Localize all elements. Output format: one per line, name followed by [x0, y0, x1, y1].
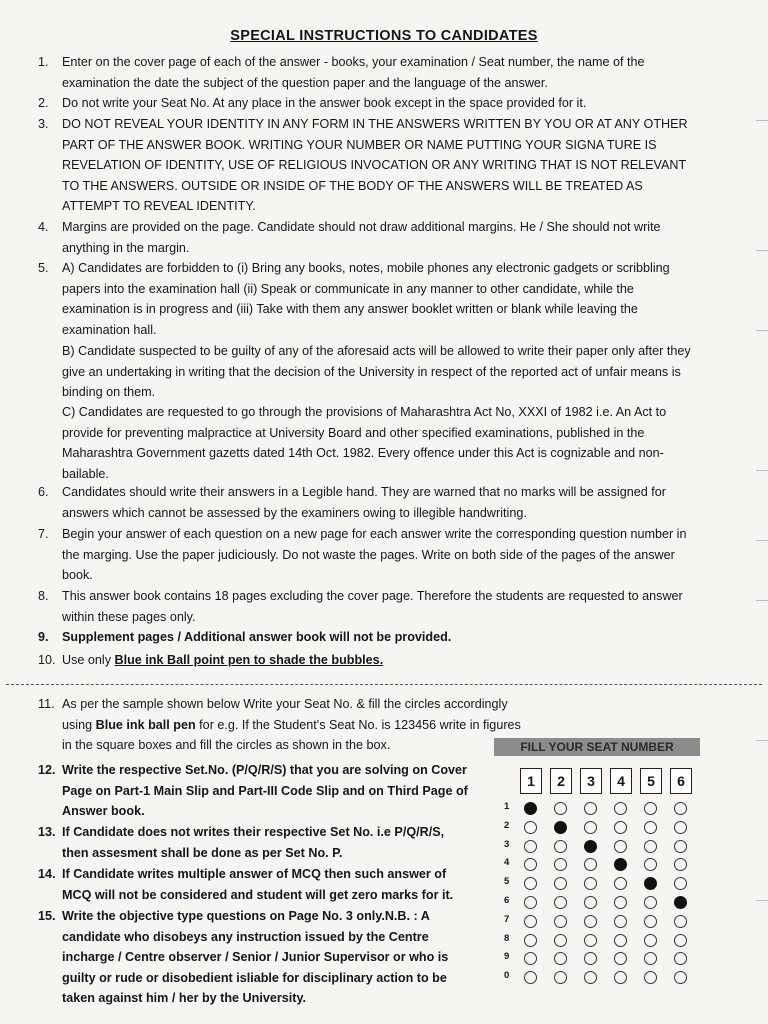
margin-mark [756, 900, 768, 901]
seat-bubble[interactable] [614, 802, 627, 815]
seat-digit-box: 3 [580, 768, 602, 794]
margin-mark [756, 470, 768, 471]
instruction-10 [38, 650, 696, 671]
seat-bubble[interactable] [524, 971, 537, 984]
instruction-text: Enter on the cover page of each of the answer - books, your examination / Seat number, the name of the examination the date the subject of the question paper and the language of the answer. [62, 55, 645, 90]
instruction-9 [38, 627, 696, 648]
instruction-number: 6. [38, 485, 49, 499]
instruction-text: DO NOT REVEAL YOUR IDENTITY IN ANY FORM IN THE ANSWERS WRITTEN BY YOU OR AT ANY OTHER PART OF THE ANSWER BOOK. WRITING YOUR NUMBER OR NAME PUTTING YOUR SIGNA TURE IS REVELATION OF IDENTITY, USE OF RELIGIOUS INVOCATION OR ANY WRITING THAT IS NOT RELEVANT TO THE ANSWERS. OUTSIDE OR INSIDE OF THE BODY OF THE ANSWERS WILL BE TREATED AS ATTEMPT TO REVEAL IDENTITY. [62, 117, 688, 214]
seat-bubble[interactable] [674, 840, 687, 853]
instruction-number: 10. [38, 653, 56, 667]
bubble-row-label: 1 [504, 801, 510, 812]
instruction-text-suffix: for e.g. If the Student's Seat No. is 123456 write in figures in the square boxes and fill the circles as shown in the box. [62, 717, 521, 753]
margin-mark [756, 250, 768, 251]
seat-bubble[interactable] [524, 896, 537, 909]
bubble-row-label: 9 [504, 951, 510, 963]
instruction-3 [38, 114, 696, 217]
instruction-5b [62, 341, 696, 403]
seat-digit-box: 2 [550, 768, 572, 794]
seat-bubble[interactable] [554, 952, 567, 965]
seat-bubble[interactable] [584, 896, 597, 909]
instruction-text: Candidates should write their answers in a Legible hand. They are warned that no marks will be assigned for answers which cannot be assessed by the examiners owing to illegible handwriting. [62, 485, 666, 520]
instruction-number: 3. [38, 117, 49, 131]
seat-digit-box: 1 [520, 768, 542, 794]
bubble-row-label: 7 [504, 913, 510, 925]
seat-bubble[interactable] [554, 858, 567, 871]
instruction-text: Do not write your Seat No. At any place in the answer book except in the space provided for it. [62, 96, 587, 110]
instruction-number: 9. [38, 630, 49, 644]
bubble-row-label: 5 [504, 876, 510, 888]
seat-bubble[interactable] [524, 802, 537, 815]
seat-bubble[interactable] [584, 934, 597, 947]
instruction-text: Begin your answer of each question on a new page for each answer write the corresponding question number in the marging. Use the paper judiciously. Do not waste the pages. Write on both side of the pages of the answer book. [62, 527, 687, 583]
instruction-text: Supplement pages / Additional answer book will not be provided. [62, 630, 452, 644]
seat-bubble[interactable] [674, 877, 687, 890]
instruction-13 [38, 822, 474, 863]
seat-bubble[interactable] [614, 877, 627, 890]
seat-bubble[interactable] [674, 915, 687, 928]
seat-bubble[interactable] [524, 858, 537, 871]
instruction-number: 12. [38, 763, 56, 777]
bubble-row-label: 2 [504, 819, 510, 831]
seat-bubble[interactable] [644, 877, 657, 890]
seat-bubble[interactable] [524, 915, 537, 928]
seat-bubble[interactable] [674, 858, 687, 871]
seat-bubble[interactable] [554, 971, 567, 984]
seat-bubble[interactable] [674, 896, 687, 909]
bubble-row-label: 4 [504, 857, 510, 869]
instruction-7 [38, 524, 696, 586]
instruction-text: If Candidate does not writes their respective Set No. i.e P/Q/R/S, then assesment shall be done as per Set No. P. [62, 825, 445, 860]
cut-line-divider [6, 684, 762, 685]
seat-bubble[interactable] [584, 821, 597, 834]
seat-bubble[interactable] [584, 877, 597, 890]
seat-bubble[interactable] [644, 971, 657, 984]
seat-number-heading: FILL YOUR SEAT NUMBER [494, 738, 700, 756]
instruction-1 [38, 52, 696, 93]
seat-bubble[interactable] [554, 934, 567, 947]
margin-mark [756, 120, 768, 121]
margin-mark [756, 540, 768, 541]
seat-bubble[interactable] [614, 858, 627, 871]
instruction-6 [38, 482, 696, 523]
seat-bubble[interactable] [524, 840, 537, 853]
instruction-number: 14. [38, 867, 56, 881]
seat-bubble[interactable] [524, 821, 537, 834]
seat-bubble[interactable] [584, 802, 597, 815]
instruction-5c [62, 402, 696, 484]
seat-bubble[interactable] [674, 934, 687, 947]
seat-bubble[interactable] [644, 840, 657, 853]
seat-bubble[interactable] [644, 896, 657, 909]
seat-bubble[interactable] [584, 840, 597, 853]
instruction-15 [38, 906, 474, 1009]
seat-bubble[interactable] [614, 952, 627, 965]
seat-digit-box: 6 [670, 768, 692, 794]
seat-digit-box: 5 [640, 768, 662, 794]
instruction-emphasis: Blue ink Ball point pen to shade the bubbles. [114, 653, 384, 667]
instruction-2 [38, 93, 696, 114]
seat-bubble[interactable] [584, 971, 597, 984]
instruction-text: This answer book contains 18 pages excluding the cover page. Therefore the students are requested to answer within these pages only. [62, 589, 683, 624]
instruction-number: 13. [38, 825, 56, 839]
instruction-number: 7. [38, 527, 49, 541]
seat-bubble[interactable] [644, 821, 657, 834]
seat-bubble[interactable] [644, 915, 657, 928]
seat-bubble[interactable] [614, 971, 627, 984]
seat-bubble[interactable] [614, 915, 627, 928]
seat-bubble[interactable] [674, 952, 687, 965]
bubble-row-label: 3 [504, 838, 510, 850]
page-title: SPECIAL INSTRUCTIONS TO CANDIDATES [230, 28, 538, 44]
instruction-8 [38, 586, 696, 627]
seat-bubble[interactable] [614, 934, 627, 947]
instruction-number: 11. [38, 697, 55, 711]
instruction-text: Write the respective Set.No. (P/Q/R/S) that you are solving on Cover Page on Part-1 Main Slip and Part-III Code Slip and on Third Page of Answer book. [62, 763, 468, 819]
seat-digit-box: 4 [610, 768, 632, 794]
seat-bubble[interactable] [554, 896, 567, 909]
bubble-row-label: 0 [504, 970, 510, 982]
seat-bubble[interactable] [524, 934, 537, 947]
instruction-text: B) Candidate suspected to be guilty of any of the aforesaid acts will be allowed to write their paper only after they give an undertaking in writing that the decision of the University in respect of the reported act of unfair means is binding on them. [62, 344, 691, 400]
seat-bubble[interactable] [554, 840, 567, 853]
bubble-row-label: 6 [504, 895, 510, 906]
instruction-text: As per the sample shown below Write your Seat No. & fill the circles accordingly using [62, 697, 508, 732]
seat-bubble[interactable] [554, 915, 567, 928]
instruction-number: 5. [38, 261, 49, 275]
instruction-text: If Candidate writes multiple answer of MCQ then such answer of MCQ will not be considered and student will get zero marks for it. [62, 867, 454, 902]
instruction-number: 2. [38, 96, 49, 110]
instruction-14 [38, 864, 474, 905]
seat-bubble[interactable] [614, 896, 627, 909]
seat-bubble[interactable] [554, 802, 567, 815]
instruction-text: Write the objective type questions on Page No. 3 only.N.B. : A candidate who disobeys any instruction issued by the Centre incharge / Centre observer / Senior / Junior Supervisor or who is guilty or rude or disobedient isliable for disciplinary action to be taken against him / her by the University. [62, 909, 449, 1006]
instruction-number: 8. [38, 589, 49, 603]
instruction-text: A) Candidates are forbidden to (i) Bring any books, notes, mobile phones any electronic gadgets or scribbling papers into the examination hall (ii) Speak or communicate in any manner to other candidate, while the examination is in progress and (iii) Take with them any answer booklet written or blank while leaving the examination hall. [62, 261, 670, 337]
instruction-number: 1. [38, 55, 49, 69]
seat-bubble[interactable] [584, 915, 597, 928]
seat-bubble[interactable] [644, 952, 657, 965]
seat-bubble[interactable] [644, 802, 657, 815]
seat-bubble[interactable] [644, 858, 657, 871]
margin-mark [756, 600, 768, 601]
seat-bubble[interactable] [524, 877, 537, 890]
instruction-5a [38, 258, 696, 340]
instruction-text: Use only [62, 653, 115, 667]
seat-bubble[interactable] [614, 821, 627, 834]
margin-mark [756, 740, 768, 741]
seat-bubble[interactable] [584, 858, 597, 871]
seat-number-box [494, 738, 700, 998]
seat-bubble[interactable] [674, 971, 687, 984]
margin-mark [756, 330, 768, 331]
seat-bubble[interactable] [614, 840, 627, 853]
instruction-number: 4. [38, 220, 49, 234]
seat-bubble[interactable] [554, 821, 567, 834]
seat-bubble[interactable] [584, 952, 597, 965]
seat-bubble[interactable] [674, 821, 687, 834]
instruction-12 [38, 760, 474, 822]
seat-bubble[interactable] [674, 802, 687, 815]
seat-bubble[interactable] [554, 877, 567, 890]
bubble-row-label: 8 [504, 932, 510, 944]
instruction-text: Margins are provided on the page. Candidate should not draw additional margins. He / She should not write anything in the margin. [62, 220, 661, 255]
instruction-4 [38, 217, 696, 258]
instruction-number: 15. [38, 909, 56, 923]
instruction-text: C) Candidates are requested to go through the provisions of Maharashtra Act No, XXXI of 1982 i.e. An Act to provide for preventing malpractice at University Board and other specified examinations, published in the Maharashtra Government gazetts dated 14th Oct. 1982. Every offence under this Act is cognizable and non-bailable. [62, 405, 667, 481]
seat-bubble[interactable] [524, 952, 537, 965]
seat-bubble[interactable] [644, 934, 657, 947]
instruction-emphasis: Blue ink ball pen [95, 717, 196, 732]
